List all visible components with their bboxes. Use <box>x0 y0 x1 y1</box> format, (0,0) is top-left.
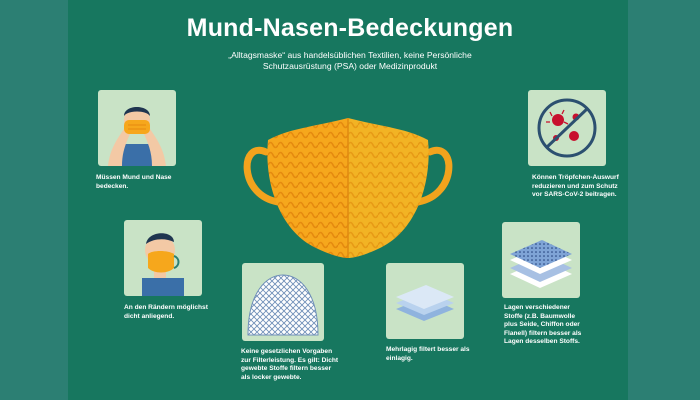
tip-card-cover-mouth-nose <box>98 90 176 166</box>
tip-card-multilayer <box>386 263 464 339</box>
page-subtitle: „Alltagsmaske“ aus handelsüblichen Textilien, keine Persönliche Schutzausrüstung (PSA) oder Medizinprodukt <box>228 50 472 71</box>
page-title: Mund-Nasen-Bedeckungen <box>186 14 514 42</box>
mask-side-profile-icon <box>124 220 202 296</box>
tip-caption-weave-density: Keine gesetzlichen Vorgaben zur Filterleistung. Es gilt: Dicht gewebte Stoffe filtern besser als locker gewebte. <box>241 348 339 381</box>
tip-card-tight-fit <box>124 220 202 296</box>
mask-illustration <box>238 100 458 270</box>
tip-caption-droplet-reduction: Können Tröpfchen-Auswurf reduzieren und zum Schutz vor SARS-CoV-2 beitragen. <box>532 174 619 199</box>
virus-blocked-icon <box>528 90 606 166</box>
tip-caption-mixed-fabrics: Lagen verschiedener Stoffe (z.B. Baumwolle plus Seide, Chiffon oder Flanell) filtern besser als Lagen desselben Stoffs. <box>504 304 582 346</box>
tip-caption-multilayer: Mehrlagig filtert besser als einlagig. <box>386 346 470 362</box>
face-covering-mouth-nose-icon <box>98 90 176 166</box>
woven-fabric-icon <box>242 263 324 341</box>
dotted-fabric-layers-icon <box>502 222 580 298</box>
tip-card-mixed-fabrics <box>502 222 580 298</box>
tip-caption-cover-mouth-nose: Müssen Mund und Nase bedecken. <box>96 174 172 190</box>
tip-caption-tight-fit: An den Rändern möglichst dicht anliegend. <box>124 304 208 320</box>
fabric-layers-icon <box>386 263 464 339</box>
tip-card-droplet-reduction <box>528 90 606 166</box>
tip-card-weave-density <box>242 263 324 341</box>
